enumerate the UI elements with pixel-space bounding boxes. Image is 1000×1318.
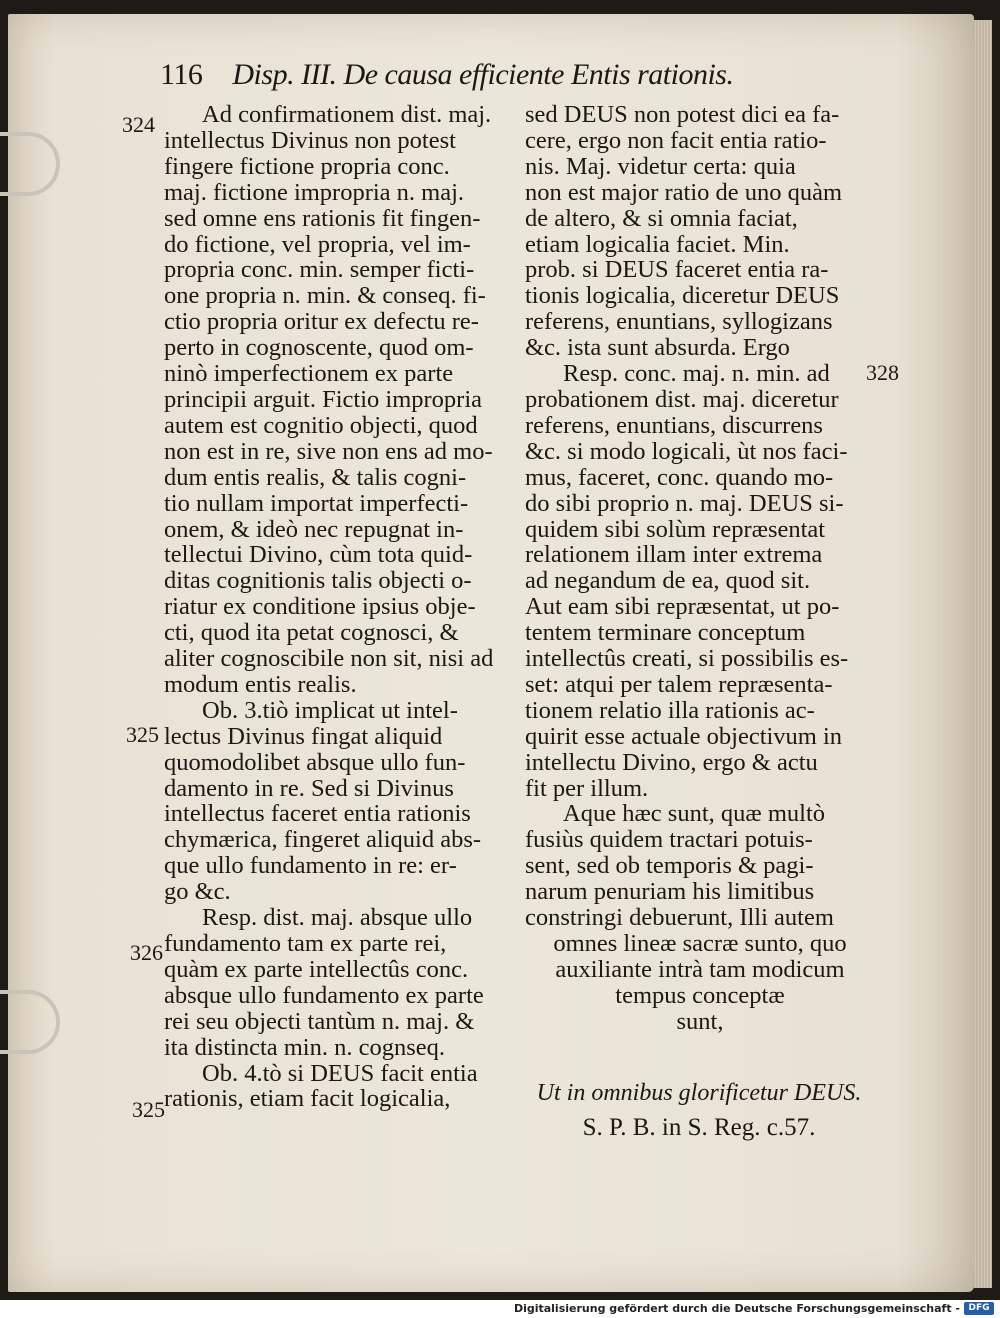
- text-line: ita distincta min. n. cognseq.: [164, 1033, 446, 1061]
- text-line: one propria n. min. & conseq. fi-: [164, 282, 486, 310]
- text-line: ditas cognitionis talis objecti o-: [164, 567, 472, 595]
- right-column: [525, 102, 875, 1035]
- text-line: non est in re, sive non ens ad mo-: [164, 437, 493, 465]
- text-line: mus, faceret, conc. quando mo-: [525, 463, 834, 491]
- page-edges: [974, 20, 992, 1288]
- text-line: fit per illum.: [525, 774, 649, 802]
- text-line: chymærica, fingeret aliquid abs-: [164, 826, 482, 854]
- text-line: intellectu Divino, ergo & actu: [525, 748, 818, 776]
- text-line: probationem dist. maj. diceretur: [525, 385, 839, 413]
- text-line: modum entis realis.: [164, 670, 357, 698]
- text-line: tionem relatio illa rationis ac-: [525, 696, 815, 724]
- text-line: quomodolibet absque ullo fun-: [164, 748, 466, 776]
- text-line: sed omne ens rationis fit fingen-: [164, 204, 481, 232]
- text-line: fusiùs quidem tractari potuis-: [525, 826, 813, 854]
- footer-credit: Digitalisierung gefördert durch die Deutsche Forschungsgemeinschaft -: [513, 1302, 960, 1315]
- text-line: tentem terminare conceptum: [525, 619, 806, 647]
- margin-number-326: 326: [130, 940, 163, 965]
- text-line: &c. si modo logicali, ùt nos faci-: [525, 437, 848, 465]
- margin-number-328: 328: [866, 360, 899, 385]
- running-header: [160, 58, 733, 92]
- text-line: Ad confirmationem dist. maj.: [202, 101, 492, 128]
- text-line: fundamento tam ex parte rei,: [164, 930, 447, 957]
- closing-motto: Ut in omnibus glorificetur DEUS.: [536, 1080, 862, 1106]
- text-line: nis. Maj. videtur certa: quia: [525, 152, 796, 180]
- text-line: tellectui Divino, cùm tota quid-: [164, 541, 473, 569]
- text-line: Resp. dist. maj. absque ullo: [202, 904, 473, 932]
- text-line: intellectus Divinus non potest: [164, 126, 456, 154]
- text-line: rei seu objecti tantùm n. maj. &: [164, 1007, 475, 1035]
- margin-number-325: 325: [126, 722, 159, 747]
- left-column: [164, 102, 514, 1112]
- text-line: go &c.: [164, 878, 231, 906]
- text-line: principii arguit. Fictio impropria: [164, 385, 482, 413]
- rule-reference: S. P. B. in S. Reg. c.57.: [582, 1114, 816, 1141]
- text-line: referens, enuntians, syllogizans: [525, 308, 833, 336]
- running-title: Disp. III. De causa efficiente Entis rationis.: [232, 58, 734, 91]
- text-line: autem est cognitio objecti, quod: [164, 411, 478, 439]
- text-line: sent, sed ob temporis & pagi-: [525, 852, 814, 880]
- text-line: aliter cognoscibile non sit, nisi ad: [164, 645, 494, 673]
- text-line: intellectus faceret entia rationis: [164, 800, 471, 828]
- text-line: lectus Divinus fingat aliquid: [164, 722, 443, 750]
- digitization-footer: [0, 1300, 1000, 1318]
- text-line: auxiliante intrà tam modicum: [555, 955, 845, 983]
- text-line: constringi debuerunt, Illi autem: [525, 904, 834, 932]
- text-line: ad negandum de ea, quod sit.: [525, 567, 811, 595]
- text-line: tempus conceptæ: [615, 981, 785, 1009]
- text-line: tio nullam importat imperfecti-: [164, 489, 469, 517]
- text-line: cti, quod ita petat cognosci, &: [164, 619, 459, 647]
- text-line: tionis logicalia, diceretur DEUS: [525, 282, 840, 310]
- text-line: do fictione, vel propria, vel im-: [164, 230, 471, 258]
- text-line: fingere fictione propria conc.: [164, 152, 450, 180]
- text-line: que ullo fundamento in re: er-: [164, 852, 457, 880]
- text-line: prob. si DEUS faceret entia ra-: [525, 256, 829, 284]
- text-line: omnes lineæ sacræ sunto, quo: [553, 930, 847, 957]
- text-line: quàm ex parte intellectûs conc.: [164, 955, 469, 983]
- text-line: perto in cognoscente, quod om-: [164, 334, 474, 362]
- text-line: quidem sibi solùm repræsentat: [525, 515, 826, 543]
- text-line: cere, ergo non facit entia ratio-: [525, 126, 827, 154]
- margin-number-325b: 325: [132, 1097, 165, 1122]
- text-line: set: atqui per talem repræsenta-: [525, 670, 833, 698]
- dfg-logo-icon: DFG: [964, 1302, 994, 1315]
- text-line: intellectûs creati, si possibilis es-: [525, 645, 849, 673]
- text-line: Aque hæc sunt, quæ multò: [563, 800, 826, 828]
- text-line: riatur ex conditione ipsius obje-: [164, 593, 476, 621]
- text-line: sunt,: [676, 1007, 724, 1035]
- text-line: referens, enuntians, discurrens: [525, 411, 823, 439]
- page-number: 116: [160, 58, 203, 91]
- text-line: propria conc. min. semper ficti-: [164, 256, 475, 284]
- text-line: narum penuriam his limitibus: [525, 878, 815, 906]
- text-line: absque ullo fundamento ex parte: [164, 981, 484, 1009]
- text-line: relationem illam inter extrema: [525, 541, 823, 569]
- text-line: de altero, & si omnia faciat,: [525, 204, 798, 232]
- text-line: Ob. 3.tiò implicat ut intel-: [202, 696, 458, 724]
- margin-number-324: 324: [122, 112, 155, 137]
- text-line: &c. ista sunt absurda. Ergo: [525, 334, 790, 362]
- text-line: do sibi proprio n. maj. DEUS si-: [525, 489, 844, 517]
- text-line: onem, & ideò nec repugnat in-: [164, 515, 464, 543]
- text-line: Aut eam sibi repræsentat, ut po-: [525, 593, 840, 621]
- text-line: non est major ratio de uno quàm: [525, 178, 843, 206]
- text-line: rationis, etiam facit logicalia,: [164, 1085, 451, 1113]
- text-line: Ob. 4.tò si DEUS facit entia: [202, 1059, 478, 1087]
- text-line: Resp. conc. maj. n. min. ad: [563, 360, 830, 388]
- text-line: damento in re. Sed si Divinus: [164, 774, 454, 802]
- text-line: dum entis realis, & talis cogni-: [164, 463, 467, 491]
- text-line: ninò imperfectionem ex parte: [164, 360, 454, 388]
- text-line: etiam logicalia faciet. Min.: [525, 230, 790, 258]
- text-line: maj. fictione impropria n. maj.: [164, 178, 465, 206]
- text-line: sed DEUS non potest dici ea fa-: [525, 101, 840, 128]
- text-line: ctio propria oritur ex defectu re-: [164, 308, 479, 336]
- text-line: quirit esse actuale objectivum in: [525, 722, 843, 750]
